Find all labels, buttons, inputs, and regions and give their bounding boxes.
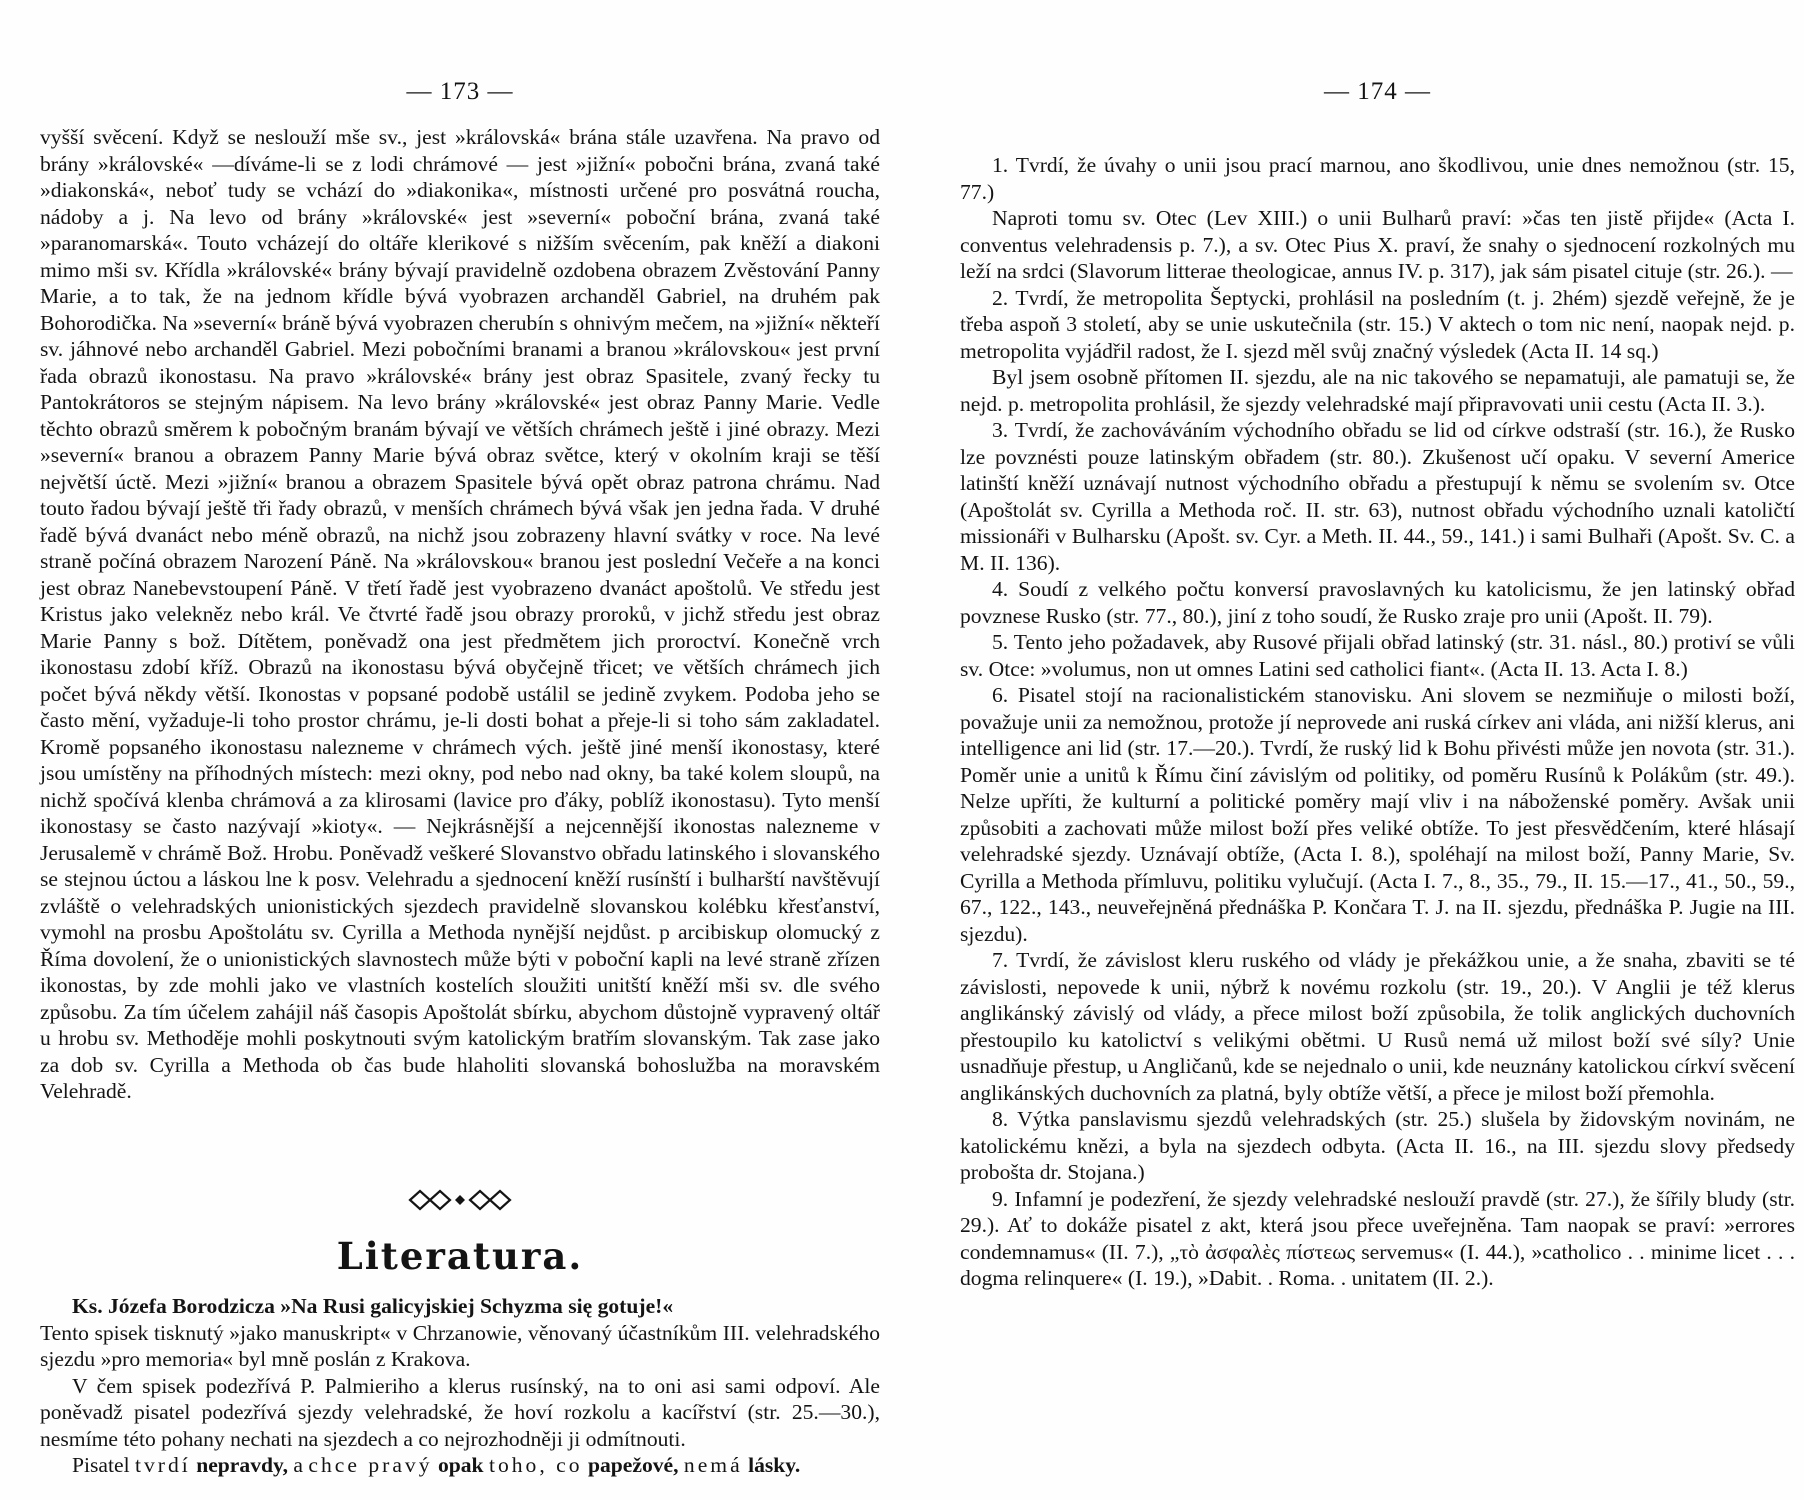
review-paragraph-1: Tento spisek tisknutý »jako manuskript« v Chrzanowie, věnovaný účastníkům III. velehradského sjezdu »pro memoria« byl mně poslán z Krakova. <box>40 1320 880 1371</box>
paragraph-iconostasis: vyšší svěcení. Když se neslouží mše sv., jest »královská« brána stále uzavřena. Na pravo od brány »královské« —díváme-li se z lodi chrámové — jest »jižní« pobočni brána, zvaná také »diakonská«, neboť tudy se vchází do »diakonika«, místnosti určené pro posvátná roucha, nádoby a j. Na levo od brány »královské« jest »severní« poboční brána, zvaná také »paranomarská«. Touto vcházejí do oltáře klerikové s nižším svěcením, pak kněží a diakoni mimo mši sv. Křídla »královské« brány bývají pravidelně ozdobena obrazem Zvěstování Panny Marie, a to tak, že na jednom křídle bývá vyobrazen archanděl Gabriel, na druhém pak Bohorodička. Na »severní« bráně bývá vyobrazen cherubín s ohnivým mečem, na »jižní« někteří sv. jáhnové nebo archanděl Gabriel. Mezi pobočními branami a branou »královskou« jest první řada obrazů ikonostasu. Na pravo »královské« brány jest obraz Spasitele, zvaný řecky tu Pantokrátoros se stejným nápisem. Na levo brány »královské« jest obraz Panny Marie. Vedle těchto obrazů směrem k pobočným branám bývají ve větších chrámech ještě i jiné obrazy. Mezi »severní« branou a obrazem Panny Marie bývá obraz světce, který v okolním kraji se těší největší úctě. Mezi »jižní« branou a obrazem Spasitele bývá opět obraz patrona chrámu. Nad touto řadou bývají ještě tři řady obrazů, v menších chrámech bývá však jen jedna řada. V druhé řadě bývá dvanáct nebo méně obrazů, na nichž jsou zobrazeny hlavní svátky v roce. Na levé straně počíná obrazem Narození Páně. Na »královskou« branou jest poslední Večeře a na konci jest obraz Nanebevstoupení Páně. V třetí řadě jest vyobrazeno dvanáct apoštolů. Ve středu jest Kristus jako velekněz nebo král. Ve čtvrté řadě jsou obrazy proroků, v jichž středu jest obraz Marie Panny s bož. Dítětem, poněvadž ona jest předmětem jich proroctví. Konečně vrch ikonostasu zdobí kříž. Obrazů na ikonostasu bývá obyčejně třicet; ve větších chrámech jich počet bývá někdy větší. Ikonostas v popsané podobě ustálil se jedině zvykem. Podoba jeho se často mění, vyžaduje-li toho prostor chrámu, je-li dosti bohat a přeje-li si toho sám zakladatel. Kromě popsaného ikonostasu nalezneme v chrámech vých. ještě jiné menší ikonostasy, které jsou umístěny na příhodných místech: mezi okny, pod nebo nad okny, ba také kolem sloupů, na nichž spočívá klenba chrámová a za klirosami (lavice pro ďáky, poblíž ikonostasu). Tyto menší ikonostasy se často nazývají »kioty«. — Nejkrásnější a nejcennější ikonostas nalezneme v Jerusalemě v chrámě Bož. Hrobu. Poněvadž veškeré Slovanstvo obřadu latinského i slovanského se stejnou úctou a láskou lne k posv. Velehradu a sjednocení kněží rusínští i bulharští navštěvují zvláště o velehradských unionistických sjezdech pravidelně slovanskou kolébku křesťanství, vymohl na prosbu Apoštolátu sv. Cyrilla a Methoda nynější nejdůst. p arcibiskup olomucký z Říma dovolení, že o unionistických slavnostech může býti v poboční kapli na levé straně zřízen ikonostas, by zde mohli jako ve vlastních kostelích sloužiti unitští kněží mši sv. dle svého způsobu. Za tím účelem zahájil náš časopis Apoštolát sbírku, abychom důstojně vypravený oltář u hrobu sv. Methoděje mohli poskytnouti svým katolickým bratřím slovanským. Tak zase jako za dob sv. Cyrilla a Methoda ob čas bude hlaholiti slovanská bohoslužba na moravském Velehradě. <box>40 125 880 1103</box>
item-6: 6. Pisatel stojí na racionalistickém stanovisku. Ani slovem se nezmiňuje o milosti boží, považuje unii za nemožnou, protože jí neprovede ani ruská církev ani vláda, ani nižší klerus, ani intelligence ani lid (str. 17.—20.). Tvrdí, že ruský lid k Bohu přivésti může jen novota (str. 31.). Poměr unie a unitů k Římu činí závislým od politiky, od poměru Rusínů k Polákům (str. 49.). Nelze upříti, že kulturní a politické poměry mají vliv i na náboženské poměry. Avšak unii způsobiti a zachovati může milost boží přes veliké obtíže. To jest přesvědčením, které hlásají velehradské sjezdy. Uznávají obtíže, (Acta I. 8.), spoléhají na milost boží, Panny Marie, Sv. Cyrilla a Methoda přímluvu, politiku vylučují. (Acta I. 7., 8., 35., 79., II. 15.—17., 41., 50., 59., 67., 122., 143., neuveřejněná přednáška P. Končara T. J. na II. sjezdu, přednáška P. Jugie na III. sjezdu). <box>960 683 1795 946</box>
item-8: 8. Výtka panslavismu sjezdů velehradských (str. 25.) slušela by židovským novinám, ne katolickému knězi, a byla na sjezdech odbyta. (Acta II. 16., na III. sjezdu slovy předsedy probošta dr. Stojana.) <box>960 1107 1795 1184</box>
right-page <box>960 0 1795 1500</box>
item-1-reply: Naproti tomu sv. Otec (Lev XIII.) o unii Bulharů praví: »čas ten jistě přijde« (Acta I. conventus velehradensis p. 7.), a sv. Otec Pius X. praví, že snahy o sjednocení rozkolných mu leží na srdci (Slavorum litterae theologicae, annus IV. p. 317), jak sám pisatel cituje (str. 26.). — <box>960 206 1795 283</box>
item-1: 1. Tvrdí, že úvahy o unii jsou prací marnou, ano škodlivou, unie dnes nemožnou (str. 15, 77.) <box>960 153 1795 204</box>
review-paragraph-2: V čem spisek podezřívá P. Palmieriho a klerus rusínský, na to oni asi sami odpoví. Ale poněvadž pisatel podezřívá sjezdy velehradské, že hoví rozkolu a kacířství (str. 25.—30.), nesmíme této pohany nechati na sjezdech a co nejrozhodněji ji odmítnouti. <box>40 1373 880 1451</box>
review-block <box>40 1293 880 1479</box>
review-p3-a: Pisatel <box>72 1453 130 1477</box>
review-p3-e: chce pravý <box>308 1453 433 1477</box>
review-p3-d: a <box>293 1453 303 1477</box>
item-2-reply: Byl jsem osobně přítomen II. sjezdu, ale na nic takového se nepamatuji, ale pamatuji se, že nejd. p. metropolita prohlásil, že sjezdy velehradské mají připravovati unii cestu (Acta II. 3.). <box>960 365 1795 416</box>
review-paragraph-3 <box>40 1452 880 1479</box>
ornament-divider <box>40 1180 880 1220</box>
item-2: 2. Tvrdí, že metropolita Šeptycki, prohlásil na posledním (t. j. 2hém) sjezdě veřejně, že je třeba aspoň 3 století, aby se unie uskutečnila (str. 15.) V aktech o tom nic není, naopak nejd. p. metropolita vyjádřil radost, že I. sjezd měl svůj značný výsledek (Acta II. 14 sq.) <box>960 285 1795 363</box>
review-p3-g: toho, co <box>488 1453 583 1477</box>
item-9: 9. Infamní je podezření, že sjezdy velehradské neslouží pravdě (str. 27.), že šířily bludy (str. 29.). Ať to dokáže pisatel z akt, která jsou přece uveřejněna. Tam naopak se praví: »errores condemnamus« (II. 7.), „τὸ ἀσφαλὲς πίστεως servemus« (I. 44.), »catholico . . minime licet . . . dogma relinquere« (I. 19.), »Dabit. . Roma. . unitatem (II. 2.). <box>960 1186 1795 1290</box>
item-5: 5. Tento jeho požadavek, aby Rusové přijali obřad latinský (str. 31. násl., 80.) protiví se vůli sv. Otce: »volumus, non ut omnes Latini sed catholici fiant«. (Acta II. 13. Acta I. 8.) <box>960 630 1795 681</box>
review-p3-c: nepravdy, <box>196 1453 288 1477</box>
left-page <box>40 0 880 1500</box>
body-text-left <box>40 124 880 1105</box>
item-3: 3. Tvrdí, že zachováváním východního obřadu se lid od církve odstraší (str. 16.), že Rusko lze povznésti pouze latinským obřadem (str. 80.). Zkušenost učí opaku. V severní Americe latinští kněží uznávají nutnost východního obřadu a přestupují k němu se svolením sv. Otce (Apoštolát sv. Cyrilla a Methoda roč. II. str. 63), nutnost obřadu východního uznali katoličtí missionáři v Bulharsku (Apošt. sv. Cyr. a Meth. II. 44., 59., 141.) i sami Bulhaři (Apošt. Sv. C. a M. II. 136). <box>960 418 1795 575</box>
review-p3-i: nemá <box>683 1453 743 1477</box>
review-p3-f: opak <box>437 1453 484 1477</box>
review-p3-h: papežové, <box>587 1453 679 1477</box>
review-p3-j: lásky. <box>748 1453 801 1477</box>
review-title: Ks. Józefa Borodzicza »Na Rusi galicyjskiej Schyzma się gotuje!« <box>72 1294 674 1318</box>
page-number-left: — 173 — <box>406 78 514 105</box>
review-p3-b: tvrdí <box>135 1453 191 1477</box>
body-text-right <box>960 152 1795 1292</box>
item-7: 7. Tvrdí, že závislost kleru ruského od vlády je překážkou unie, a že snaha, zbaviti se té závislosti, nepovede k unii, nýbrž k novému rozkolu (str. 19., 20.). V Anglii je též klerus anglikánský závislý od vlády, a přece milost boží způsobila, že tolik anglických duchovních přestoupilo ku katolictví s velikými obětmi. U Rusů nemá už milost boží své síly? Unie usnadňuje přestup, u Angličanů, kde se nejednalo o unii, kde neuznány katolickou církví svěcení anglikánských duchovních za platná, byly obtíže větší, a přece je milost boží přemohla. <box>960 948 1795 1105</box>
page-number-right: — 174 — <box>1324 78 1431 105</box>
item-4: 4. Soudí z velkého počtu konversí pravoslavných ku katolicismu, že jen latinský obřad povznese Rusko (str. 77., 80.), jiní z toho soudí, že Rusko zraje pro unii (Apošt. II. 79). <box>960 577 1795 628</box>
ornament-diamonds-icon <box>405 1180 515 1220</box>
section-heading-literatura: Literatura. <box>336 1234 584 1278</box>
